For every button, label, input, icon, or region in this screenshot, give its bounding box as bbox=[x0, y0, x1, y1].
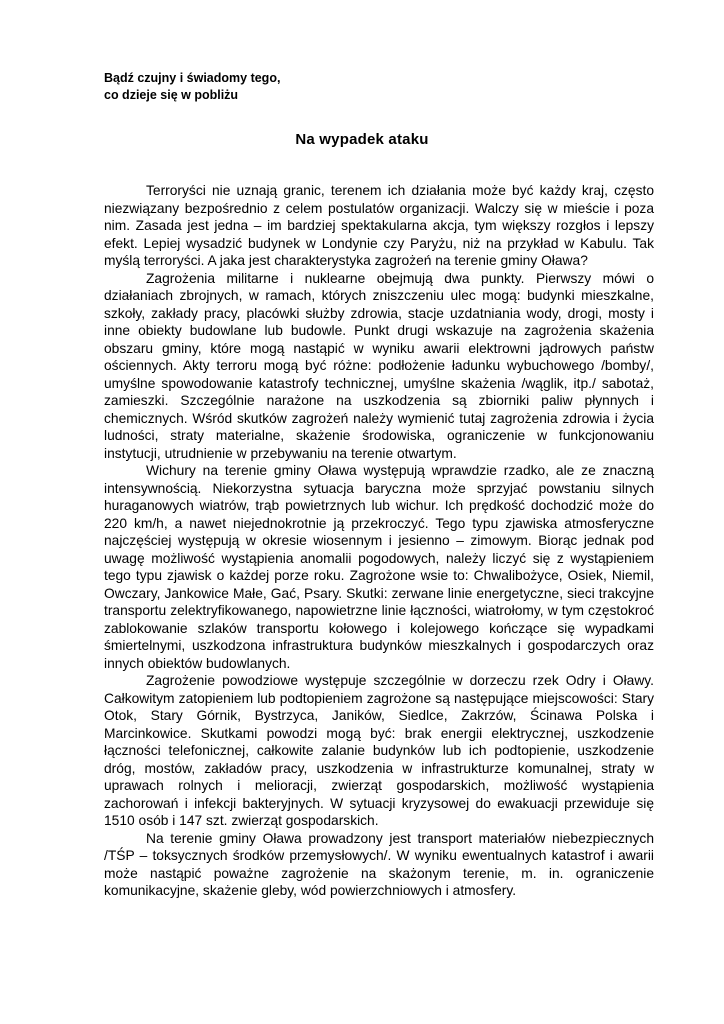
article-body bbox=[104, 182, 654, 900]
header-block bbox=[104, 70, 280, 104]
paragraph-1: Terroryści nie uznają granic, terenem ich działania może być każdy kraj, często niezwiązany bezpośrednio z celem postulatów organizacji. Walczy się w mieście i poza nim. Zasada jest jedna – im bardziej spektakularna akcja, tym większy rozgłos i lepszy efekt. Lepiej wysadzić budynek w Londynie czy Paryżu, niż na przykład w Kabulu. Tak myślą terroryści. A jaka jest charakterystyka zagrożeń na terenie gminy Oława? bbox=[104, 183, 654, 268]
paragraph-5: Na terenie gminy Oława prowadzony jest transport materiałów niebezpiecznych /TŚP – toksycznych środków przemysłowych/. W wyniku ewentualnych katastrof i awarii może nastąpić poważne zagrożenie na skażonym terenie, m. in. ograniczenie komunikacyjne, skażenie gleby, wód powierzchniowych i atmosfery. bbox=[104, 830, 654, 898]
page-title: Na wypadek ataku bbox=[295, 131, 429, 148]
paragraph-3: Wichury na terenie gminy Oława występują wprawdzie rzadko, ale ze znaczną intensywnością. Niekorzystna sytuacja baryczna może sprzyjać powstaniu silnych huraganowych wiatrów, trąb powietrznych lub wichur. Ich prędkość dochodzić może do 220 km/h, a nawet niejednokrotnie ją przekroczyć. Tego typu zjawiska atmosferyczne najczęściej występują w okresie wiosennym i jesienno – zimowym. Biorąc jednak pod uwagę możliwość wystąpienia anomalii pogodowych, należy liczyć się z wystąpieniem tego typu zjawisk o każdej porze roku. Zagrożone wsie to: Chwalibożyce, Osiek, Niemil, Owczary, Jankowice Małe, Gać, Psary. Skutki: zerwane linie energetyczne, sieci trakcyjne transportu zelektryfikowanego, napowietrzne linie łączności, wiatrołomy, w tym częstokroć zablokowanie szlaków transportu kołowego i kolejowego kończące się wypadkami śmiertelnymi, uszkodzona infrastruktura budynków mieszkalnych i gospodarczych oraz innych obiektów budowlanych. bbox=[104, 463, 654, 671]
header-line-1: Bądź czujny i świadomy tego, bbox=[104, 71, 281, 85]
header-line-2: co dzieje się w pobliżu bbox=[104, 88, 239, 102]
paragraph-2: Zagrożenia militarne i nuklearne obejmują dwa punkty. Pierwszy mówi o działaniach zbrojnych, w ramach, których zniszczeniu ulec mogą: budynki mieszkalne, szkoły, zakłady pracy, placówki służby zdrowia, stacje uzdatniania wody, drogi, mosty i inne obiekty budowlane lub budowle. Punkt drugi wskazuje na zagrożenia skażenia obszaru gminy, które mogą nastąpić w wyniku awarii elektrowni jądrowych państw ościennych. Akty terroru mogą być różne: podłożenie ładunku wybuchowego /bomby/, umyślne spowodowanie katastrofy technicznej, umyślne skażenia /wąglik, itp./ sabotaż, zamieszki. Szczególnie narażone na uszkodzenia są zbiorniki paliw płynnych i chemicznych. Wśród skutków zagrożeń należy wymienić tutaj zagrożenia zdrowia i życia ludności, straty materialne, skażenie środowiska, ograniczenie w funkcjonowaniu instytucji, utrudnienie w przebywaniu na terenie otwartym. bbox=[104, 270, 654, 461]
paragraph-4: Zagrożenie powodziowe występuje szczególnie w dorzeczu rzek Odry i Oławy. Całkowitym zatopieniem lub podtopieniem zagrożone są następujące miejscowości: Stary Otok, Stary Górnik, Bystrzyca, Janików, Siedlce, Zakrzów, Ścinawa Polska i Marcinkowice. Skutkami powodzi mogą być: brak energii elektrycznej, uszkodzenie łączności telefonicznej, całkowite zalanie budynków lub ich podtopienie, uszkodzenie dróg, mostów, zakładów pracy, uszkodzenia w infrastrukturze komunalnej, straty w uprawach rolnych i melioracji, zwierząt gospodarskich, możliwość wystąpienia zachorowań i infekcji bakteryjnych. W sytuacji kryzysowej do ewakuacji przewiduje się 1510 osób i 147 szt. zwierząt gospodarskich. bbox=[104, 673, 654, 828]
